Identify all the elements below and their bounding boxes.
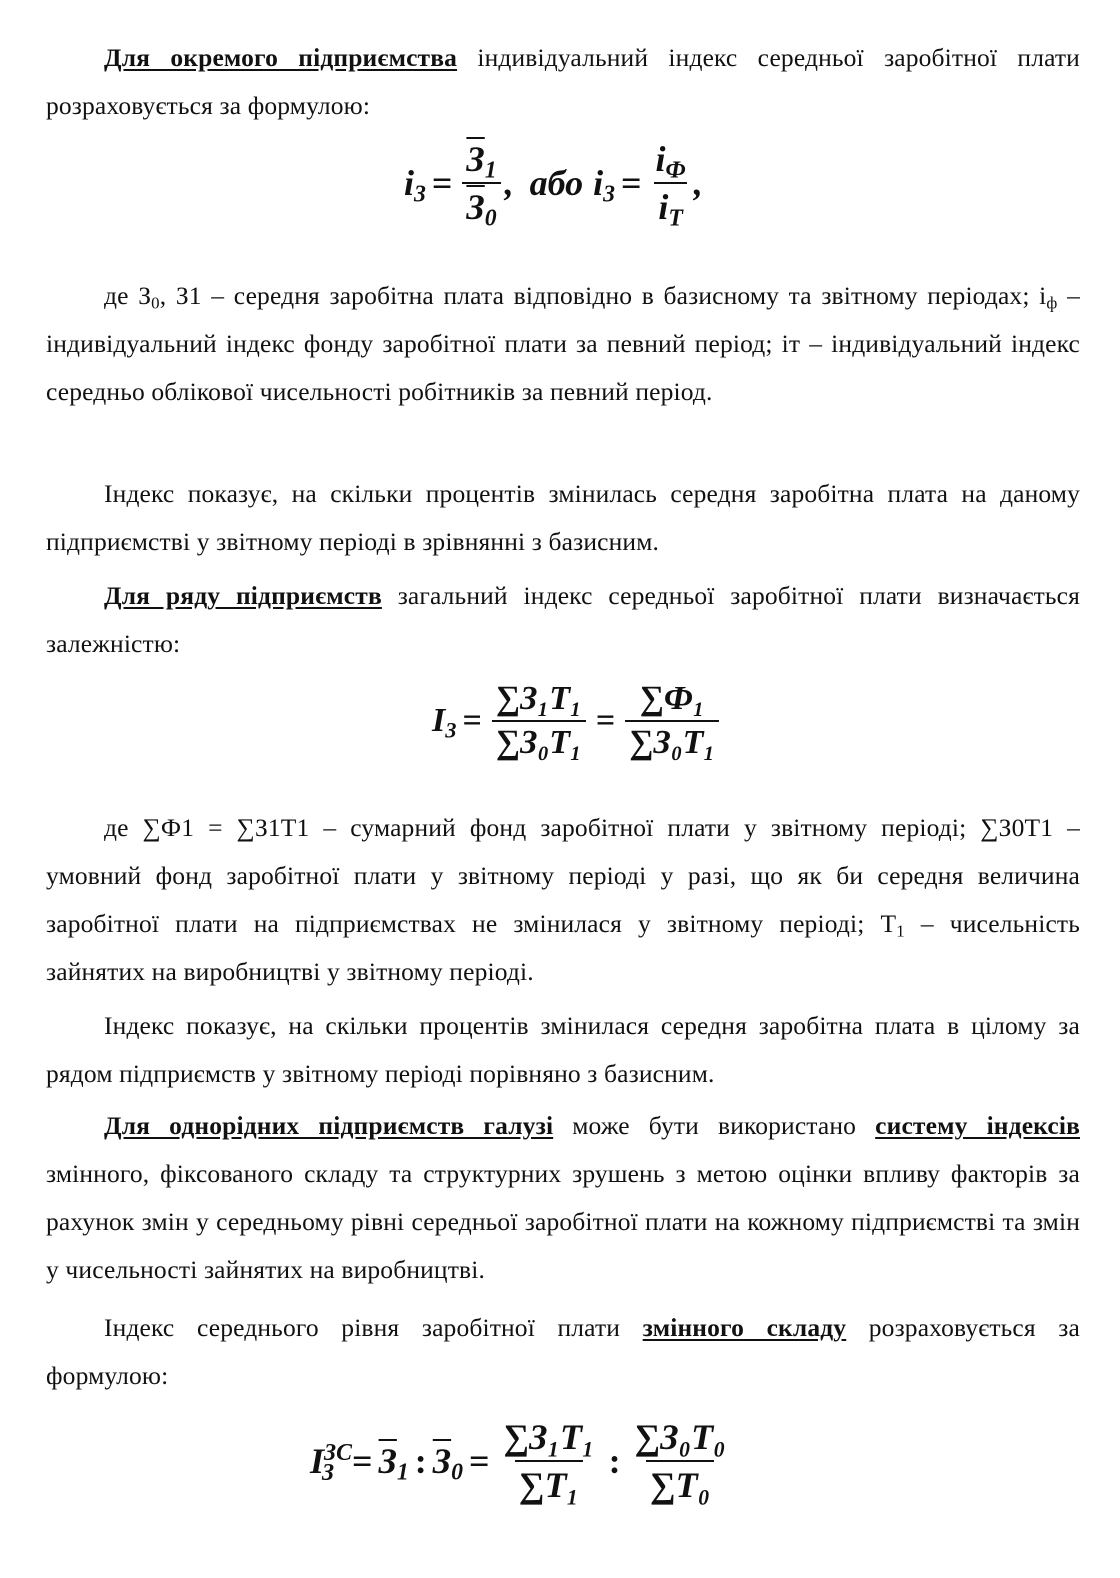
heading-group-enterprises: Для ряду підприємств (104, 581, 382, 610)
paragraph-text: індивідуальний індекс середньої заробітної плати розраховується за формулою: (46, 43, 1080, 120)
formula-term: $З_1$ (378, 1441, 409, 1486)
formula-symbol: $I_3$ (432, 702, 457, 743)
paragraph-index-meaning-1: Індекс показує, на скільки процентів змінилась середня заробітна плата на даному підприємстві у звітному періоді в зрівнянні з базисним. (46, 479, 1080, 556)
formula-individual-wage-index (404, 138, 703, 232)
fraction: $\frac{\text{∑З₁Т₁}}{\text{∑З₀Т₁}}$ (492, 680, 586, 762)
paragraph-individual-index (46, 34, 1080, 130)
fraction: $\frac{\text{∑З₁Т₁}}{\text{∑Т₁}}$ (503, 1417, 595, 1505)
fraction: $\frac{i_Ф}{i_Т}$ (655, 139, 686, 232)
colon: : (608, 1441, 621, 1481)
formula-symbol: $i_3$ (593, 163, 615, 208)
formula-word-or: або (529, 163, 584, 203)
heading-homogeneous-enterprises: Для однорідних підприємств галузі (104, 1111, 554, 1140)
heading-index-system: систему індексів (875, 1111, 1080, 1140)
equals-sign: = (431, 163, 453, 203)
formula-variable-composition-index (310, 1416, 734, 1506)
heading-variable-composition: змінного складу (642, 1313, 847, 1342)
equals-sign: = (468, 1441, 490, 1481)
formula-group-wage-index (432, 680, 723, 762)
paragraph-definitions-2: де ∑Ф1 = ∑З1Т1 – сумарний фонд заробітної плати у звітному періоді; ∑З0Т1 – умовний фонд заробітної плати у звітному періоді у разі, що як би середня величина заробітної плати на підприємствах не змінилася у звітному періоді; $Т_1$ – чисельність зайнятих на виробництві у звітному періоді. (46, 813, 1080, 986)
formula-term: $З_0$ (432, 1441, 463, 1486)
paragraph-definitions-1: де $З_0$, З1 – середня заробітна плата відповідно в базисному та звітному періодах; $і_ф$ – індивідуальний індекс фонду заробітної плати за певний період; іт – індивідуальний індекс середньо облікової чисельності робітників за певний період. (46, 281, 1080, 406)
equals-sign: = (462, 702, 482, 739)
paragraph-text: загальний індекс середньої заробітної плати визначається залежністю: (46, 581, 1080, 658)
fraction: $\frac{\text{∑З₀Т₀}}{\text{∑Т₀}}$ (634, 1417, 726, 1505)
heading-single-enterprise: Для окремого підприємства (104, 43, 458, 72)
formula-symbol: $I^{ЗС}_З$ (310, 1439, 352, 1486)
equals-sign: = (352, 1441, 373, 1481)
formula-symbol: $i_3$ (404, 163, 426, 208)
fraction: $\frac{З_1}{З_0}$ (462, 138, 500, 228)
paragraph-group-index (46, 572, 1080, 668)
paragraph-index-meaning-2: Індекс показує, на скільки процентів змінилася середня заробітна плата в цілому за рядом підприємств у звітному періоді порівняно з базисним. (46, 1011, 1080, 1088)
paragraph-index-system: Для однорідних підприємств галузі може бути використано систему індексів змінного, фіксованого складу та структурних зрушень з метою оцінки впливу факторів за рахунок змін у середньому рівні середньої заробітної плати на кожному підприємстві та змін у чисельності зайнятих на виробництві. (46, 1111, 1080, 1284)
paragraph-variable-composition: Індекс середнього рівня заробітної плати змінного складу розраховується за формулою: (46, 1313, 1080, 1390)
fraction: $\frac{\text{∑Ф₁}}{\text{∑З₀Т₁}}$ (625, 680, 719, 762)
equals-sign: = (595, 702, 616, 739)
colon: : (414, 1441, 427, 1481)
equals-sign: = (621, 163, 642, 203)
comma: , (693, 163, 703, 203)
comma: , (504, 163, 514, 203)
